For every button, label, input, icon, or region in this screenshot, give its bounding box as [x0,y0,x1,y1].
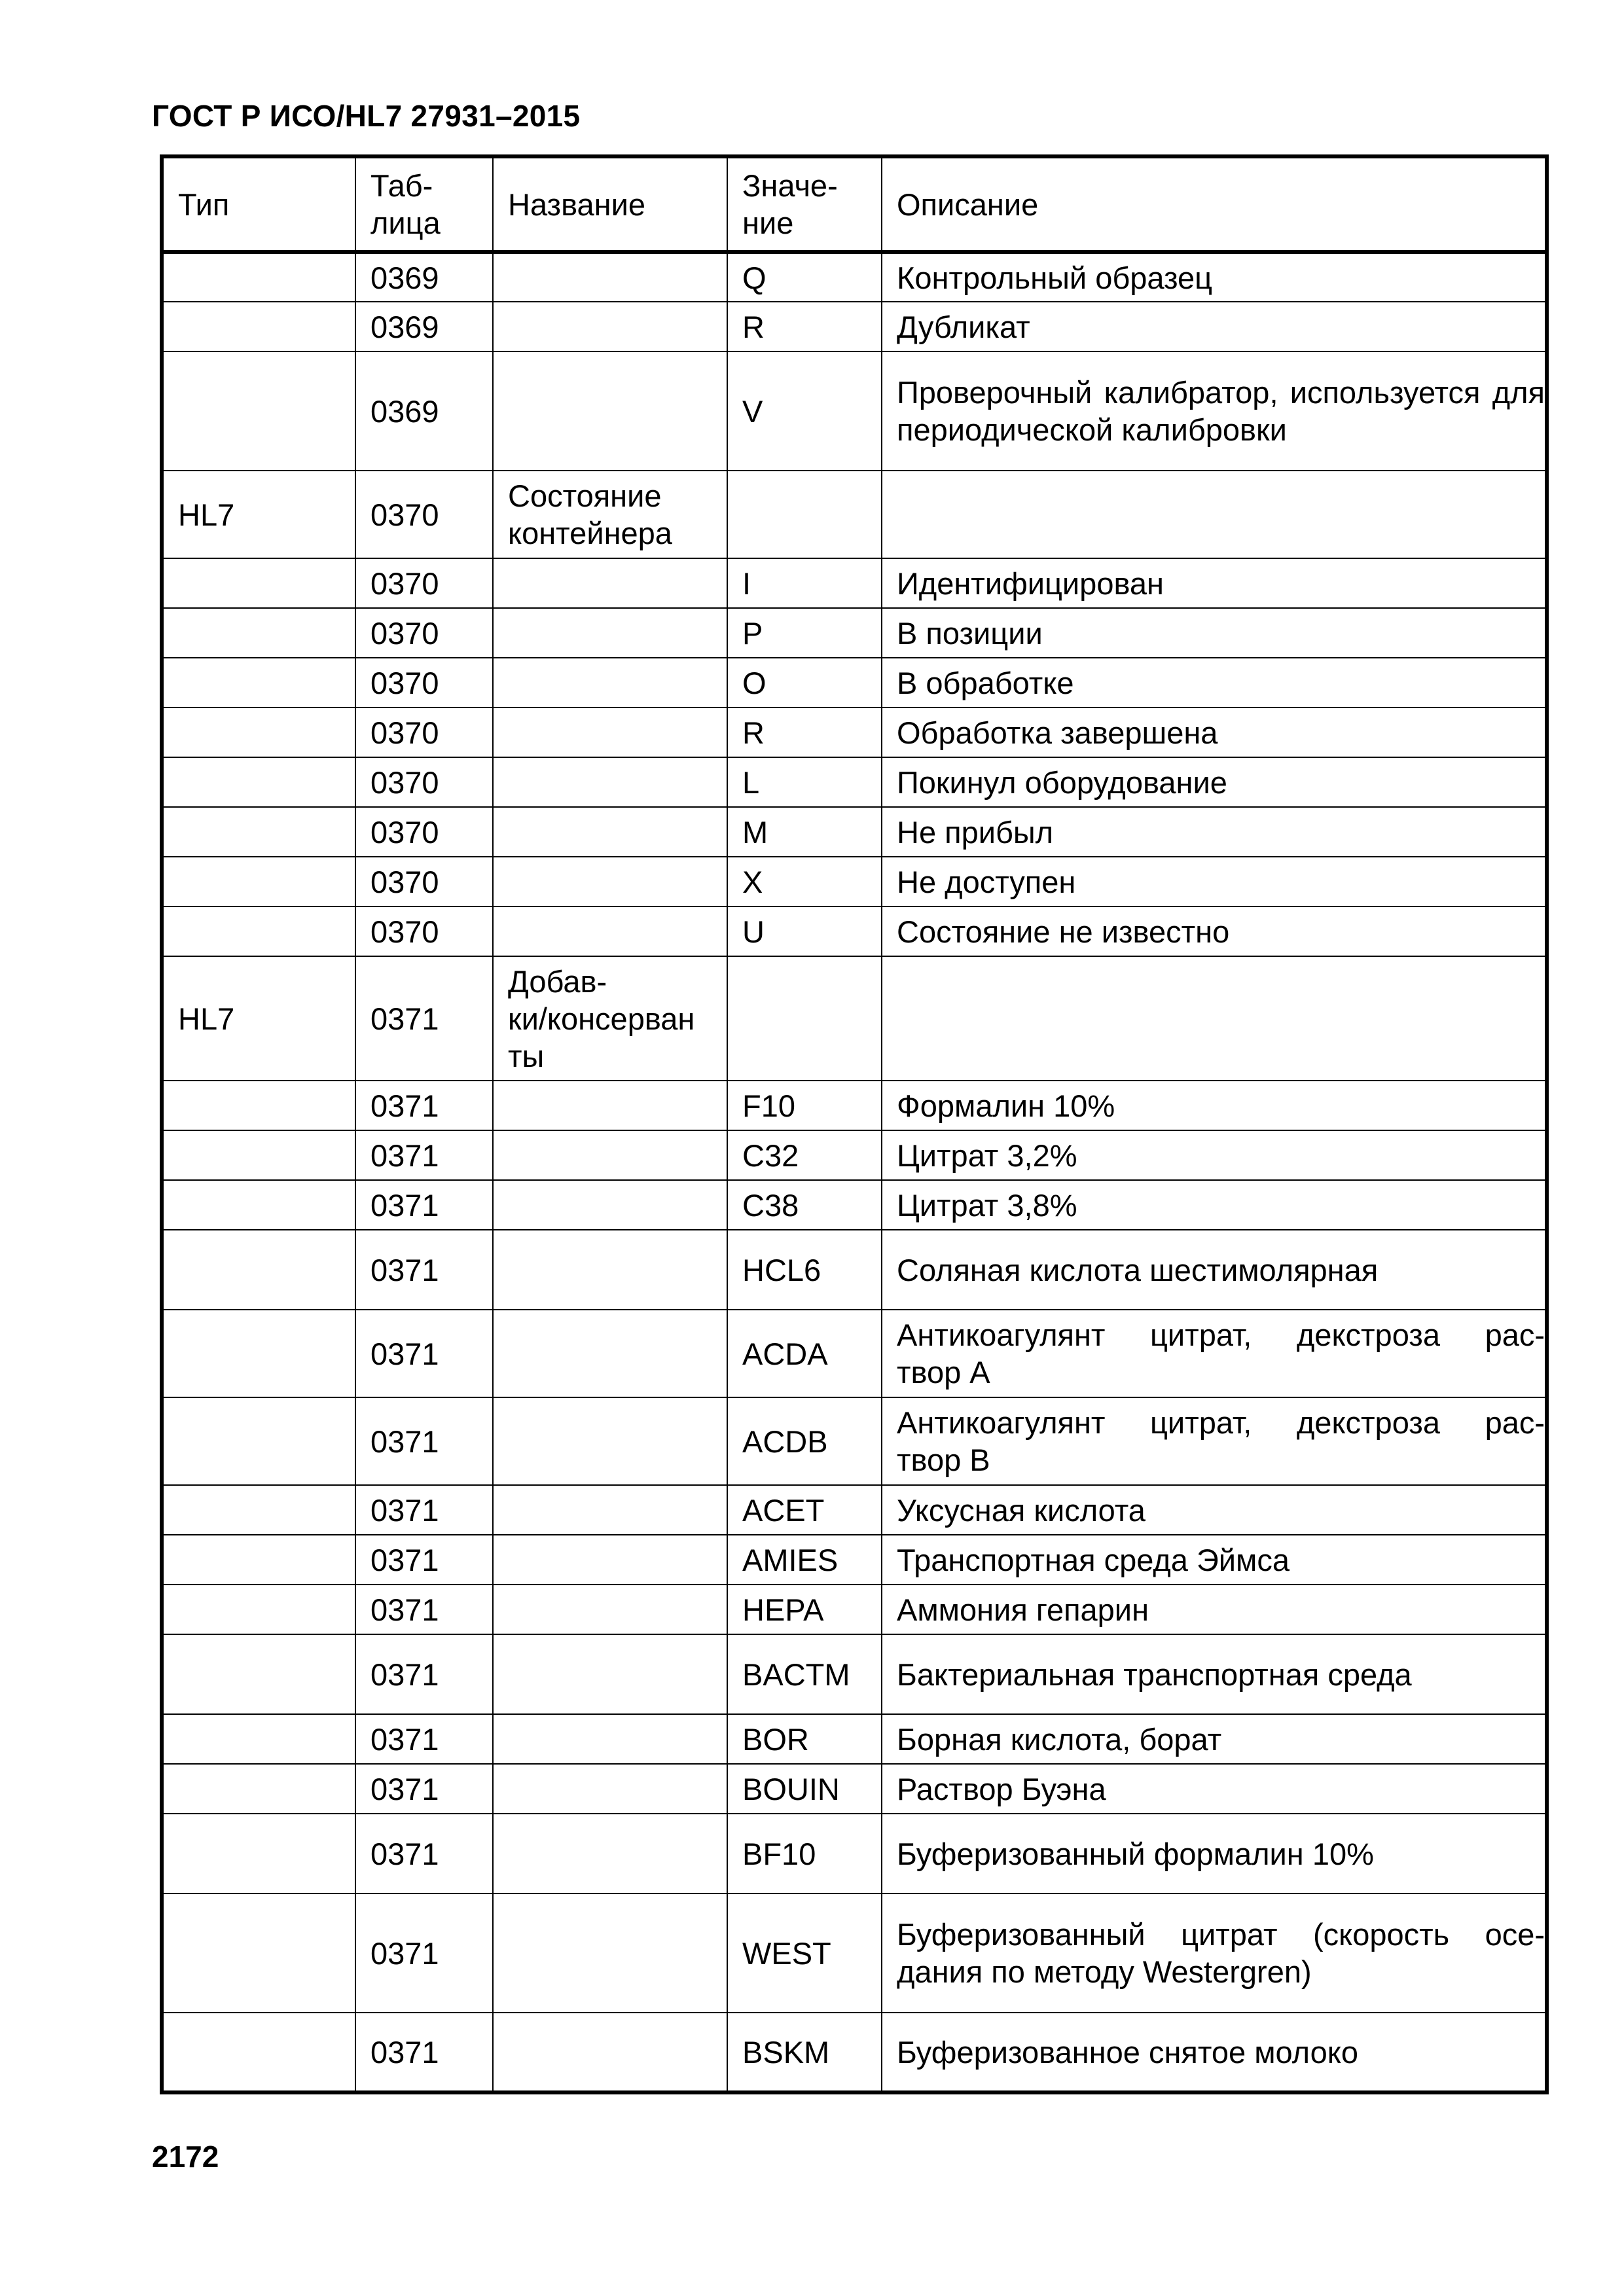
cell-value: ACDA [727,1310,882,1397]
cell-description: Состояние не известно [882,906,1547,956]
cell-type [162,1764,355,1814]
cell-name [493,1180,727,1230]
cell-name [493,857,727,906]
table-row [162,1130,1547,1180]
table-row [162,1397,1547,1485]
table-row [162,252,1547,302]
cell-type [162,857,355,906]
cell-type [162,757,355,807]
cell-description: Бактериальная транспортная среда [882,1634,1547,1714]
table-row [162,302,1547,351]
cell-type [162,1230,355,1310]
cell-value: BACTM [727,1634,882,1714]
cell-value: P [727,608,882,658]
table-row [162,1081,1547,1130]
cell-name [493,302,727,351]
cell-value: BOR [727,1714,882,1764]
cell-type [162,1180,355,1230]
cell-type [162,1585,355,1634]
cell-name [493,1764,727,1814]
cell-table: 0370 [355,857,493,906]
cell-name [493,351,727,471]
cell-table: 0371 [355,1764,493,1814]
cell-type: HL7 [162,471,355,558]
table-header-row [162,156,1547,252]
cell-name [493,1130,727,1180]
cell-value: WEST [727,1893,882,2013]
table-row [162,1893,1547,2013]
cell-type [162,1714,355,1764]
cell-name [493,252,727,302]
cell-type [162,302,355,351]
cell-value: F10 [727,1081,882,1130]
cell-name [493,608,727,658]
cell-name [493,658,727,708]
cell-type [162,1893,355,2013]
cell-type [162,658,355,708]
cell-value: BF10 [727,1814,882,1893]
cell-type [162,1485,355,1535]
cell-value: L [727,757,882,807]
table-row [162,807,1547,857]
codes-table [160,154,1549,2094]
cell-value: ACDB [727,1397,882,1485]
table-row [162,1230,1547,1310]
cell-description [882,471,1547,558]
table-row [162,1310,1547,1397]
cell-description: Уксусная кислота [882,1485,1547,1535]
cell-description: Не прибыл [882,807,1547,857]
column-header-type: Тип [162,156,355,252]
cell-value: R [727,302,882,351]
cell-description [882,956,1547,1081]
cell-value: BSKM [727,2013,882,2092]
cell-type [162,708,355,757]
cell-value: C32 [727,1130,882,1180]
cell-table: 0371 [355,956,493,1081]
cell-description: Контрольный образец [882,252,1547,302]
cell-value [727,956,882,1081]
table-row [162,757,1547,807]
cell-description: Буферизованное снятое молоко [882,2013,1547,2092]
cell-type [162,1397,355,1485]
cell-description: Транспортная среда Эймса [882,1535,1547,1585]
cell-name [493,757,727,807]
cell-description: Борная кислота, борат [882,1714,1547,1764]
cell-table: 0370 [355,558,493,608]
cell-type [162,608,355,658]
cell-description: Идентифицирован [882,558,1547,608]
cell-value: HEPA [727,1585,882,1634]
table-row [162,1535,1547,1585]
table-row [162,1764,1547,1814]
table-row [162,1585,1547,1634]
cell-description: Обработка завершена [882,708,1547,757]
cell-description: Буферизованный формалин 10% [882,1814,1547,1893]
cell-name [493,1485,727,1535]
cell-name [493,1714,727,1764]
cell-name [493,1310,727,1397]
cell-name [493,1893,727,2013]
cell-type [162,1310,355,1397]
cell-value: AMIES [727,1535,882,1585]
cell-name [493,1585,727,1634]
table-row [162,1485,1547,1535]
cell-name [493,708,727,757]
cell-table: 0369 [355,302,493,351]
table-row [162,558,1547,608]
cell-value: M [727,807,882,857]
column-header-value: Значе- ние [727,156,882,252]
table-row [162,708,1547,757]
cell-value: R [727,708,882,757]
cell-description: Цитрат 3,8% [882,1180,1547,1230]
cell-description: Раствор Буэна [882,1764,1547,1814]
cell-table: 0370 [355,906,493,956]
cell-description: Проверочный калибратор, используется для периодической калибровки [882,351,1547,471]
cell-type [162,2013,355,2092]
cell-type [162,558,355,608]
cell-description: Не доступен [882,857,1547,906]
cell-table: 0371 [355,1230,493,1310]
cell-value: C38 [727,1180,882,1230]
cell-description: Антикоагулянт цитрат, декстроза рас- твор A [882,1310,1547,1397]
cell-name [493,906,727,956]
cell-table: 0371 [355,1485,493,1535]
cell-description: Формалин 10% [882,1081,1547,1130]
cell-description: Покинул оборудование [882,757,1547,807]
cell-description: Буферизованный цитрат (скорость осе- дания по методу Westergren) [882,1893,1547,2013]
cell-table: 0370 [355,471,493,558]
table-row [162,1714,1547,1764]
table-row [162,1814,1547,1893]
cell-description: Соляная кислота шестимолярная [882,1230,1547,1310]
cell-value: ACET [727,1485,882,1535]
cell-value: O [727,658,882,708]
cell-description: Антикоагулянт цитрат, декстроза рас- твор B [882,1397,1547,1485]
cell-name [493,1081,727,1130]
table-row [162,857,1547,906]
cell-type [162,252,355,302]
cell-table: 0371 [355,1310,493,1397]
page-number: 2172 [152,2140,219,2174]
cell-value: V [727,351,882,471]
cell-description: Цитрат 3,2% [882,1130,1547,1180]
column-header-name: Название [493,156,727,252]
cell-description: Дубликат [882,302,1547,351]
cell-value: U [727,906,882,956]
table-row [162,1180,1547,1230]
cell-type: HL7 [162,956,355,1081]
table-row [162,658,1547,708]
cell-value [727,471,882,558]
cell-table: 0371 [355,1814,493,1893]
cell-name [493,1230,727,1310]
cell-type [162,1814,355,1893]
cell-table: 0370 [355,757,493,807]
cell-name [493,2013,727,2092]
cell-type [162,351,355,471]
cell-type [162,807,355,857]
cell-table: 0371 [355,2013,493,2092]
cell-table: 0371 [355,1081,493,1130]
table-row [162,471,1547,558]
table-row [162,1634,1547,1714]
cell-table: 0370 [355,807,493,857]
cell-table: 0370 [355,608,493,658]
cell-value: BOUIN [727,1764,882,1814]
table-row [162,608,1547,658]
cell-value: HCL6 [727,1230,882,1310]
cell-table: 0369 [355,351,493,471]
cell-name: Состояние контейнера [493,471,727,558]
cell-type [162,1130,355,1180]
cell-description: Аммония гепарин [882,1585,1547,1634]
cell-table: 0371 [355,1397,493,1485]
table-row [162,956,1547,1081]
cell-table: 0371 [355,1714,493,1764]
cell-table: 0370 [355,708,493,757]
table-row [162,2013,1547,2092]
cell-table: 0371 [355,1130,493,1180]
table-row [162,906,1547,956]
cell-name [493,558,727,608]
cell-table: 0371 [355,1585,493,1634]
cell-value: X [727,857,882,906]
cell-value: I [727,558,882,608]
cell-table: 0370 [355,658,493,708]
cell-description: В обработке [882,658,1547,708]
cell-name [493,1634,727,1714]
cell-table: 0371 [355,1634,493,1714]
cell-name [493,807,727,857]
cell-type [162,1081,355,1130]
cell-name: Добав- ки/консерван ты [493,956,727,1081]
cell-type [162,1634,355,1714]
cell-name [493,1397,727,1485]
cell-value: Q [727,252,882,302]
cell-table: 0371 [355,1535,493,1585]
column-header-description: Описание [882,156,1547,252]
cell-name [493,1535,727,1585]
cell-table: 0369 [355,252,493,302]
column-header-table: Таб- лица [355,156,493,252]
cell-name [493,1814,727,1893]
document-header: ГОСТ Р ИСО/HL7 27931–2015 [152,99,581,133]
cell-description: В позиции [882,608,1547,658]
cell-type [162,906,355,956]
cell-type [162,1535,355,1585]
cell-table: 0371 [355,1180,493,1230]
cell-table: 0371 [355,1893,493,2013]
table-row [162,351,1547,471]
